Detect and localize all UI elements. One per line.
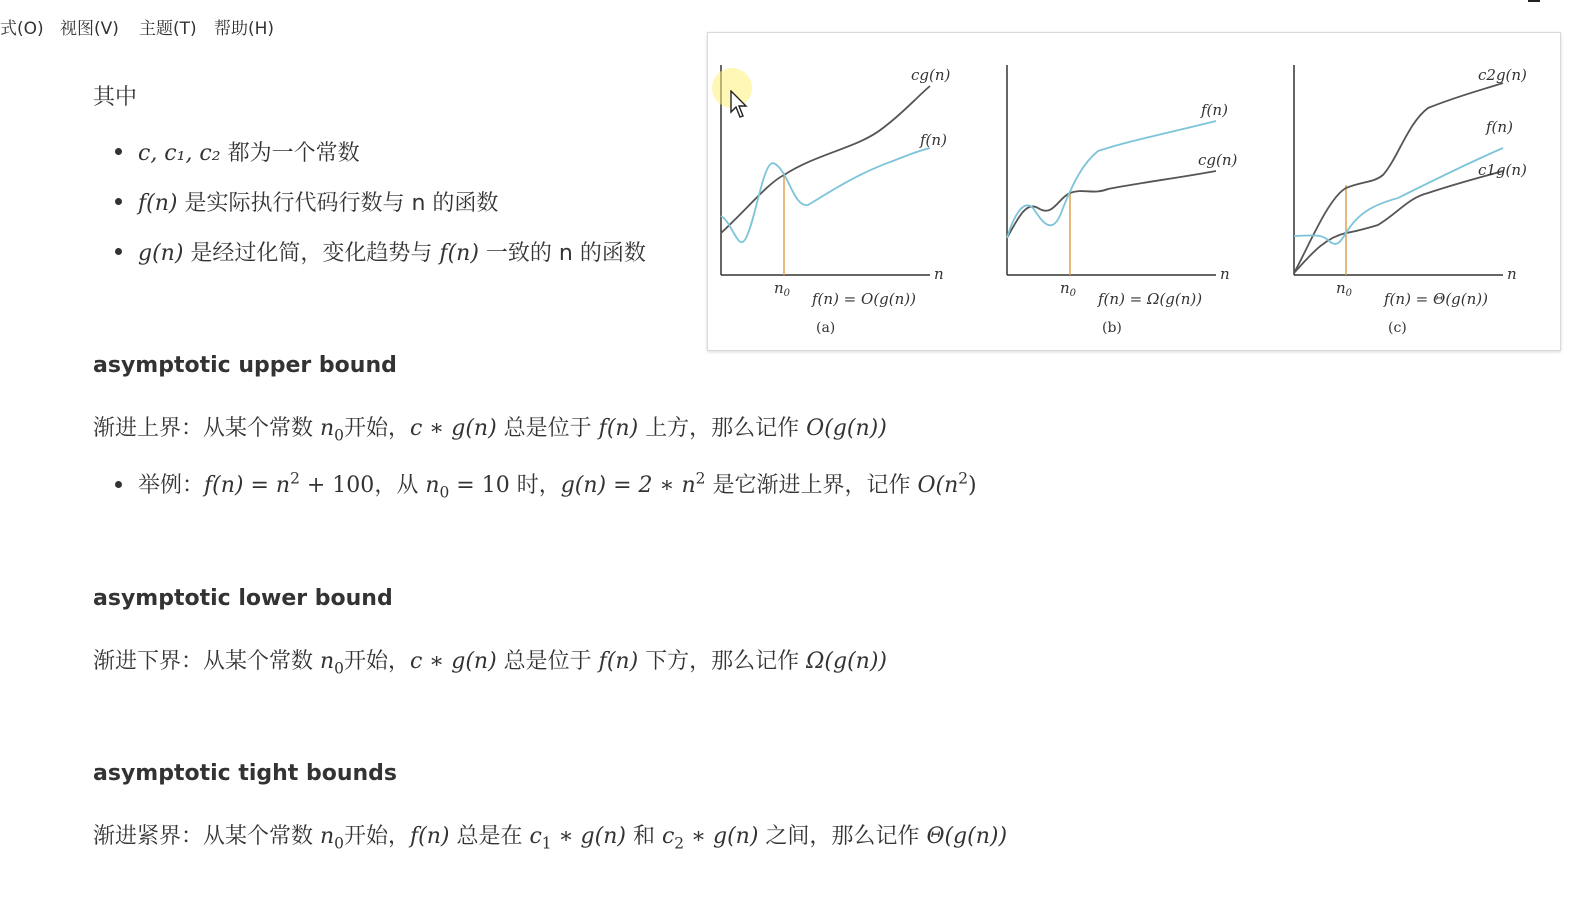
math-fn-def: f(n) = n — [204, 473, 291, 498]
intro-bullet-gn — [138, 236, 646, 267]
bullet-icon — [115, 248, 122, 255]
intro-label: 其中 — [93, 85, 138, 110]
upper-bound-description — [93, 411, 887, 444]
axis-label: n — [1220, 265, 1230, 283]
upper-bound-example — [138, 468, 977, 501]
math-n0: n — [320, 416, 335, 441]
bullet-text: 是经过化简，变化趋势与 — [183, 241, 440, 266]
math-equals: = 10 — [449, 473, 510, 498]
math-cg: c ∗ g(n) — [409, 649, 497, 674]
bullet-text: 都为一个常数 — [220, 141, 360, 166]
intro-bullet-fn — [138, 186, 498, 217]
math-big-o: O(n — [917, 473, 959, 498]
window-minimize-icon[interactable] — [1528, 0, 1540, 2]
math-cg: c ∗ g(n) — [409, 416, 497, 441]
lower-label: f(n) — [920, 131, 947, 149]
bullet-text: 是实际执行代码行数与 n 的函数 — [177, 191, 499, 216]
formula: f(n) = O(g(n)) — [812, 290, 916, 308]
math-c1: c — [529, 824, 542, 849]
menu-help[interactable]: 帮助(H) — [214, 19, 275, 39]
math-c2: c — [661, 824, 675, 849]
axis-label: n — [934, 265, 944, 283]
n0-subscript: 0 — [783, 288, 791, 299]
middle-label: f(n) — [1486, 118, 1513, 136]
panel-b — [1007, 65, 1238, 336]
g-curve — [1007, 171, 1216, 238]
c2g-curve — [1294, 83, 1503, 273]
desc-text: 和 — [625, 824, 662, 849]
math-fn: f(n) — [598, 416, 639, 441]
math-constants: c, c₁, c₂ — [138, 141, 221, 166]
math-fn: f(n) — [439, 241, 479, 266]
exponent: 2 — [290, 469, 300, 488]
bullet-text: 一致的 n 的函数 — [478, 241, 646, 266]
intro-bullet-constants — [138, 136, 360, 167]
n0-subscript: 0 — [334, 659, 344, 678]
upper-label: f(n) — [1201, 101, 1228, 119]
math-fn: f(n) — [138, 191, 178, 216]
desc-text: 渐进上界：从某个常数 — [93, 416, 320, 441]
lower-bound-heading: asymptotic lower bound — [93, 586, 393, 611]
upper-bound-heading: asymptotic upper bound — [93, 353, 397, 378]
n0-subscript: 0 — [334, 426, 344, 445]
example-text: 是它渐进上界，记作 — [705, 473, 918, 498]
math-n0: n — [425, 473, 440, 498]
c2-subscript: 2 — [674, 834, 685, 853]
menu-theme[interactable]: 主题(T) — [139, 19, 197, 39]
bullet-icon — [115, 481, 122, 488]
lower-label: cg(n) — [1198, 151, 1238, 169]
desc-text: 之间，那么记作 — [758, 824, 927, 849]
math-paren: ) — [968, 473, 977, 498]
math-fn: f(n) — [598, 649, 639, 674]
exponent: 2 — [695, 469, 706, 488]
example-text: ，从 — [374, 473, 426, 498]
math-gn-def: g(n) = 2 ∗ n — [560, 473, 696, 498]
upper-label: c2g(n) — [1478, 66, 1527, 84]
desc-text: 开始， — [343, 649, 410, 674]
n0-subscript: 0 — [334, 834, 344, 853]
exponent: 2 — [958, 469, 969, 488]
caption: (c) — [1388, 320, 1407, 336]
upper-label: cg(n) — [911, 66, 951, 84]
math-plus: + 100 — [299, 473, 375, 498]
f-curve — [1294, 148, 1503, 244]
math-n0: n — [320, 649, 335, 674]
menu-view[interactable]: 视图(V) — [60, 19, 119, 39]
desc-text: 渐进下界：从某个常数 — [93, 649, 320, 674]
n0-label: $n_0$ — [1060, 279, 1077, 299]
mouse-pointer-icon — [730, 90, 750, 120]
n0-subscript: 0 — [1345, 288, 1353, 299]
panel-a — [721, 65, 951, 336]
math-fn: f(n) — [409, 824, 450, 849]
math-gn: ∗ g(n) — [551, 824, 626, 849]
lower-bound-description — [93, 644, 887, 677]
math-gn: ∗ g(n) — [684, 824, 759, 849]
formula: f(n) = Θ(g(n)) — [1384, 290, 1488, 308]
tight-bound-description — [93, 819, 1007, 852]
desc-text: 渐进紧界：从某个常数 — [93, 824, 320, 849]
math-gn: g(n) — [138, 241, 184, 266]
panel-c — [1294, 65, 1527, 336]
n0-subscript: 0 — [1069, 288, 1077, 299]
desc-text: 下方，那么记作 — [638, 649, 807, 674]
asymptotic-bounds-figure — [707, 32, 1561, 351]
f-curve — [1007, 121, 1216, 238]
math-big-theta: Θ(g(n)) — [926, 824, 1008, 849]
desc-text: 总是在 — [449, 824, 530, 849]
example-text: 举例： — [138, 473, 205, 498]
bullet-icon — [115, 198, 122, 205]
menu-format[interactable]: 式(O) — [0, 19, 44, 39]
example-text: 时， — [509, 473, 561, 498]
math-big-omega: Ω(g(n)) — [806, 649, 887, 674]
c1-subscript: 1 — [541, 834, 552, 853]
desc-text: 总是位于 — [496, 649, 599, 674]
n0-label: $n_0$ — [1336, 279, 1353, 299]
math-n0: n — [320, 824, 335, 849]
c1g-curve — [1294, 171, 1503, 273]
desc-text: 开始， — [343, 416, 410, 441]
f-curve — [721, 148, 930, 242]
bullet-icon — [115, 148, 122, 155]
caption: (a) — [816, 320, 836, 336]
caption: (b) — [1102, 320, 1122, 336]
n0-subscript: 0 — [439, 483, 450, 502]
desc-text: 总是位于 — [496, 416, 599, 441]
figure-svg — [708, 33, 1560, 350]
tight-bound-heading: asymptotic tight bounds — [93, 761, 398, 786]
axis-label: n — [1507, 265, 1517, 283]
lower-label: c1g(n) — [1478, 161, 1527, 179]
desc-text: 上方，那么记作 — [638, 416, 807, 441]
formula: f(n) = Ω(g(n)) — [1098, 290, 1203, 308]
n0-label: $n_0$ — [774, 279, 791, 299]
desc-text: 开始， — [343, 824, 410, 849]
math-big-o: O(g(n)) — [806, 416, 887, 441]
